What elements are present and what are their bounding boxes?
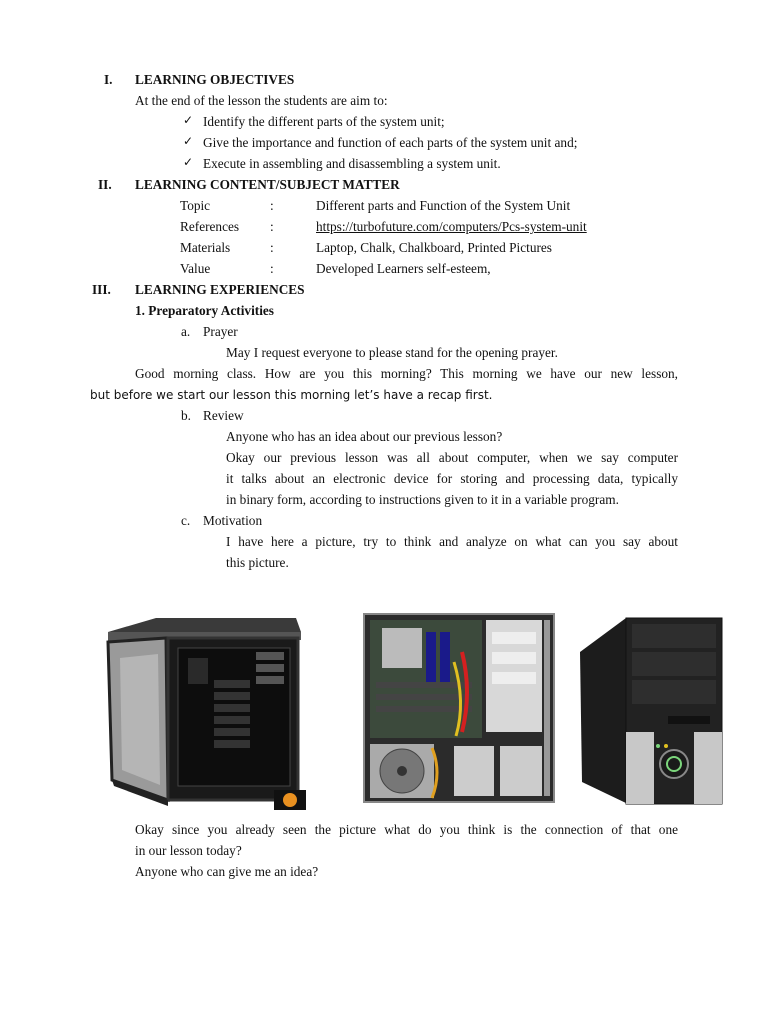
- objective-item-2: Give the importance and function of each parts of the system unit and;: [203, 135, 578, 150]
- greeting-line-1: Good morning class. How are you this morning? This morning we have our new lesson,: [135, 366, 678, 381]
- content-label-topic: Topic: [180, 198, 211, 213]
- motivation-line-1: I have here a picture, try to think and analyze on what can you say about: [226, 534, 678, 549]
- review-line-1: Anyone who has an idea about our previous lesson?: [226, 429, 503, 444]
- review-line-2: Okay our previous lesson was all about computer, when we say computer: [226, 450, 678, 465]
- section-numeral-3: III.: [92, 282, 111, 297]
- content-sep: :: [270, 198, 274, 213]
- section-heading-objectives: LEARNING OBJECTIVES: [135, 72, 295, 87]
- motivation-marker: c.: [181, 513, 191, 528]
- content-sep: :: [270, 261, 274, 276]
- check-mark-icon: ✓: [183, 113, 194, 127]
- motivation-label: Motivation: [203, 513, 263, 528]
- content-sep: :: [270, 219, 274, 234]
- review-line-4: in binary form, according to instructions given to it in a variable program.: [226, 492, 619, 507]
- content-label-value: Value: [180, 261, 211, 276]
- references-link[interactable]: https://turbofuture.com/computers/Pcs-system-unit: [316, 219, 587, 234]
- objective-item-1: Identify the different parts of the system unit;: [203, 114, 445, 129]
- tower-pc-image: [578, 612, 728, 807]
- section-numeral-1: I.: [104, 72, 113, 87]
- content-label-references: References: [180, 219, 240, 234]
- subheading-preparatory: 1. Preparatory Activities: [135, 303, 274, 318]
- closing-line-2: in our lesson today?: [135, 843, 242, 858]
- content-value-topic: Different parts and Function of the System Unit: [316, 198, 571, 213]
- check-mark-icon: ✓: [183, 155, 194, 169]
- content-label-materials: Materials: [180, 240, 231, 255]
- review-line-3: it talks about an electronic device for storing and processing data, typically: [226, 471, 678, 486]
- content-sep: :: [270, 240, 274, 255]
- computer-internals-image: [362, 612, 558, 804]
- objectives-intro: At the end of the lesson the students are aim to:: [135, 93, 388, 108]
- prayer-text: May I request everyone to please stand for the opening prayer.: [226, 345, 558, 360]
- motivation-line-2: this picture.: [226, 555, 289, 570]
- greeting-line-2: but before we start our lesson this morning let’s have a recap first.: [90, 388, 493, 402]
- prayer-marker: a.: [181, 324, 191, 339]
- section-heading-experiences: LEARNING EXPERIENCES: [135, 282, 305, 297]
- review-label: Review: [203, 408, 244, 423]
- prayer-label: Prayer: [203, 324, 238, 339]
- content-value-value: Developed Learners self-esteem,: [316, 261, 491, 276]
- closing-line-3: Anyone who can give me an idea?: [135, 864, 319, 879]
- open-computer-case-image: [96, 610, 306, 815]
- content-value-materials: Laptop, Chalk, Chalkboard, Printed Pictures: [316, 240, 552, 255]
- section-numeral-2: II.: [98, 177, 112, 192]
- check-mark-icon: ✓: [183, 134, 194, 148]
- review-marker: b.: [181, 408, 191, 423]
- section-heading-content: LEARNING CONTENT/SUBJECT MATTER: [135, 177, 400, 192]
- closing-line-1: Okay since you already seen the picture what do you think is the connection of that one: [135, 822, 678, 837]
- objective-item-3: Execute in assembling and disassembling a system unit.: [203, 156, 501, 171]
